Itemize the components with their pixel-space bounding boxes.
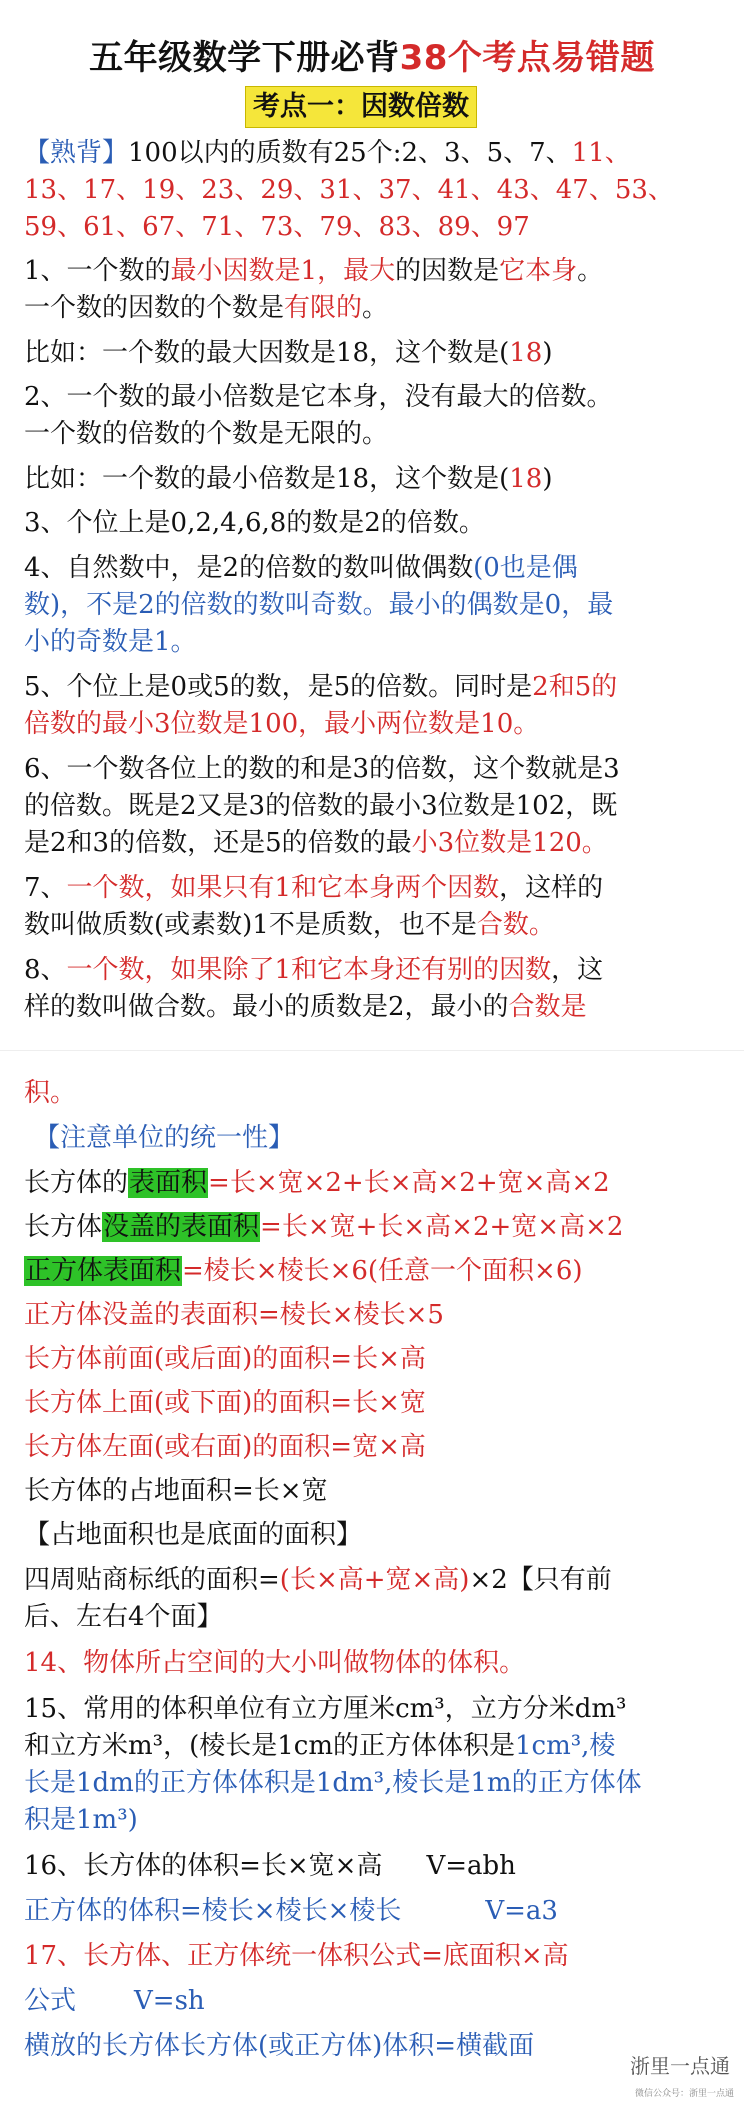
section-divider <box>0 1050 744 1051</box>
text-line: 长方体左面(或右面)的面积=宽×高 <box>24 1432 426 1462</box>
text-line: 一个数的倍数的个数是无限的。 <box>24 419 389 449</box>
text-line: 正方体表面积=棱长×棱长×6(任意一个面积×6) <box>25 1256 583 1286</box>
text-line: 8、一个数，如果除了1和它本身还有别的因数，这 <box>24 955 604 985</box>
text-line: 样的数叫做合数。最小的质数是2，最小的合数是 <box>24 992 587 1022</box>
text-line: 数)，不是2的倍数的数叫奇数。最小的偶数是0，最 <box>24 590 614 620</box>
text-line: 四周贴商标纸的面积=(长×高+宽×高)×2【只有前 <box>24 1565 612 1595</box>
text-line: 横放的长方体长方体(或正方体)体积=横截面 <box>24 2031 535 2061</box>
text-line: 7、一个数，如果只有1和它本身两个因数，这样的 <box>24 873 604 903</box>
text-line: 的倍数。既是2又是3的倍数的最小3位数是102，既 <box>24 791 618 821</box>
text-line: 积是1m³) <box>24 1805 138 1835</box>
text-line: 正方体没盖的表面积=棱长×棱长×5 <box>24 1300 444 1330</box>
text-line: 正方体的体积=棱长×棱长×棱长 V=a3 <box>24 1896 558 1926</box>
text-line: 59、61、67、71、73、79、83、89、97 <box>24 212 530 242</box>
text-line: 16、长方体的体积=长×宽×高 V=abh <box>24 1851 516 1881</box>
text-line: 4、自然数中，是2的倍数的数叫做偶数(0也是偶 <box>24 553 578 583</box>
text-line: 长方体上面(或下面)的面积=长×宽 <box>24 1388 426 1418</box>
text-line: 比如：一个数的最小倍数是18，这个数是(18) <box>24 464 553 494</box>
text-line: 1、一个数的最小因数是1，最大的因数是它本身。 <box>24 256 604 286</box>
footer-text: 微信公众号：浙里一点通 <box>634 2089 734 2099</box>
text-line: 5、个位上是0或5的数，是5的倍数。同时是2和5的 <box>24 672 618 702</box>
text-line: 3、个位上是0,2,4,6,8的数是2的倍数。 <box>24 508 485 538</box>
text-line: 倍数的最小3位数是100，最小两位数是10。 <box>24 709 540 739</box>
text-line: 小的奇数是1。 <box>24 627 197 657</box>
text-line: 积。 <box>24 1078 77 1108</box>
text-line: 比如：一个数的最大因数是18，这个数是(18) <box>24 338 553 368</box>
text-line: 【注意单位的统一性】 <box>34 1123 295 1153</box>
section-heading: 考点一：因数倍数 <box>245 86 477 128</box>
text-line: 和立方米m³，(棱长是1cm的正方体体积是1cm³,棱 <box>24 1731 616 1761</box>
text-line: 17、长方体、正方体统一体积公式=底面积×高 <box>24 1941 569 1971</box>
text-line: 【熟背】100以内的质数有25个:2、3、5、7、11、 <box>24 138 631 168</box>
text-line: 15、常用的体积单位有立方厘米cm³，立方分米dm³ <box>24 1694 627 1724</box>
text-line: 一个数的因数的个数是有限的。 <box>24 293 389 323</box>
text-line: 13、17、19、23、29、31、37、41、43、47、53、 <box>24 175 674 205</box>
text-line: 6、一个数各位上的数的和是3的倍数，这个数就是3 <box>24 754 620 784</box>
text-line: 长方体前面(或后面)的面积=长×高 <box>24 1344 426 1374</box>
text-line: 【占地面积也是底面的面积】 <box>24 1520 363 1550</box>
text-line: 长方体的占地面积=长×宽 <box>24 1476 328 1506</box>
page-title: 五年级数学下册必背38个考点易错题 <box>89 38 655 78</box>
watermark: 浙里一点通 <box>630 2054 730 2078</box>
text-line: 2、一个数的最小倍数是它本身，没有最大的倍数。 <box>24 382 613 412</box>
text-line: 是2和3的倍数，还是5的倍数的最小3位数是120。 <box>24 828 608 858</box>
text-line: 公式 V=sh <box>24 1986 205 2016</box>
text-line: 后、左右4个面】 <box>24 1602 223 1632</box>
text-line: 长方体的表面积=长×宽×2+长×高×2+宽×高×2 <box>24 1168 610 1198</box>
text-line: 长是1dm的正方体体积是1dm³,棱长是1m的正方体体 <box>24 1768 642 1798</box>
text-line: 长方体没盖的表面积=长×宽+长×高×2+宽×高×2 <box>24 1212 624 1242</box>
text-line: 数叫做质数(或素数)1不是质数，也不是合数。 <box>24 910 555 940</box>
text-line: 14、物体所占空间的大小叫做物体的体积。 <box>24 1648 526 1678</box>
